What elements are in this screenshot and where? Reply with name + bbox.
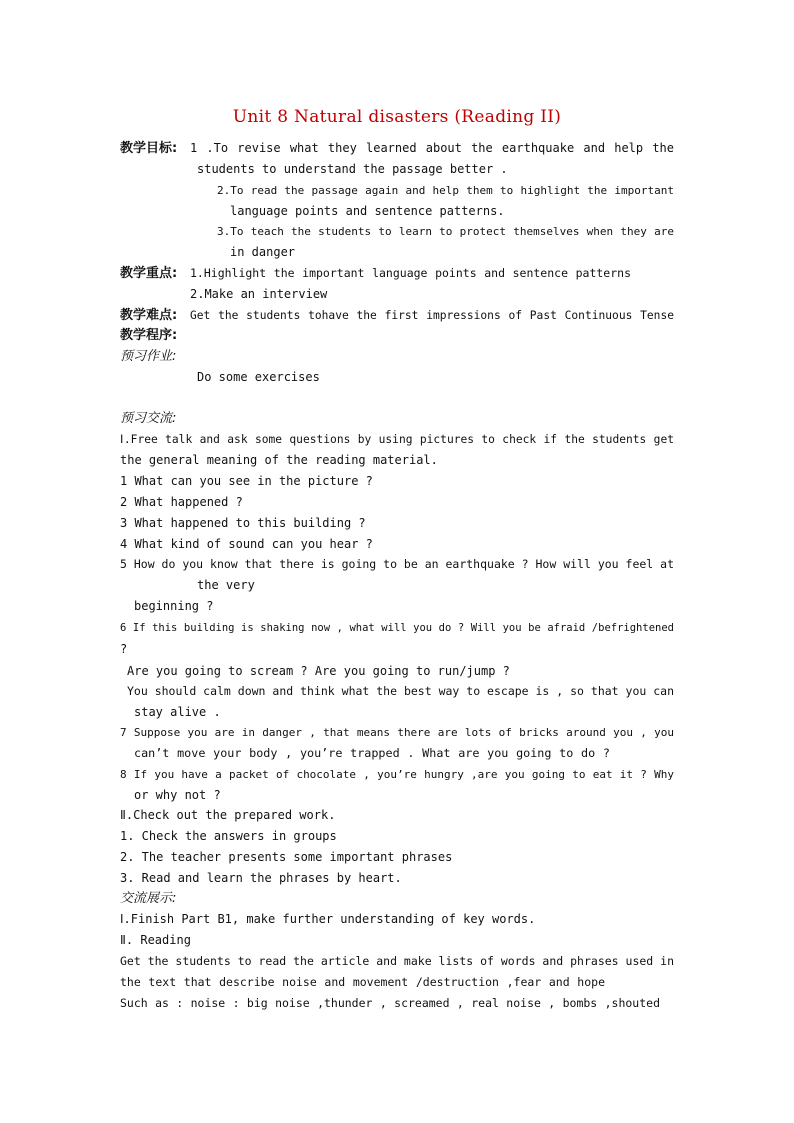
exchange-line: Are you going to scream ? Are you going to run/jump ? — [127, 664, 510, 678]
objective-line: language points and sentence patterns. — [230, 204, 505, 218]
exchange-line: can’t move your body , you’re trapped . What are you going to do ? — [134, 746, 610, 760]
key-points-label: 教学重点: — [120, 266, 178, 281]
exchange-line: beginning ? — [134, 599, 214, 613]
exchange-line: Ⅱ.Check out the prepared work. — [120, 808, 336, 822]
exchange-line: Ⅰ.Free talk and ask some questions by using pictures to check if the students get — [120, 433, 674, 446]
exchange-line: ? — [120, 642, 128, 656]
display-line: Ⅱ. Reading — [120, 933, 191, 947]
display-line: Such as : noise : big noise ,thunder , screamed , real noise , bombs ,shouted — [120, 996, 660, 1010]
exchange-heading: 预习交流: — [120, 411, 177, 426]
key-point-line: 1.Highlight the important language points and sentence patterns — [190, 266, 631, 280]
exchange-line: 1. Check the answers in groups — [120, 829, 337, 843]
exchange-line: 6 If this building is shaking now , what will you do ? Will you be afraid /befrightened — [120, 622, 674, 634]
exchange-line: stay alive . — [134, 705, 221, 719]
exchange-line: or why not ? — [134, 788, 221, 802]
exchange-line: 8 If you have a packet of chocolate , you’re hungry ,are you going to eat it ? Why — [120, 768, 674, 781]
objective-line: 3.To teach the students to learn to protect themselves when they are — [217, 225, 674, 238]
exchange-line: the general meaning of the reading material. — [120, 453, 438, 467]
exchange-line: 3. Read and learn the phrases by heart. — [120, 871, 402, 885]
display-line: Get the students to read the article and make lists of words and phrases used in — [120, 954, 674, 968]
objective-line: in danger — [230, 245, 296, 259]
exchange-line: You should calm down and think what the best way to escape is , so that you can — [127, 684, 674, 698]
exchange-line: 3 What happened to this building ? — [120, 516, 366, 530]
exchange-line: 1 What can you see in the picture ? — [120, 474, 373, 488]
preview-heading: 预习作业: — [120, 349, 177, 364]
exchange-line: 2. The teacher presents some important phrases — [120, 850, 453, 864]
key-point-line: 2.Make an interview — [190, 287, 328, 301]
exchange-line: the very — [197, 578, 255, 592]
difficulties-text: Get the students tohave the first impressions of Past Continuous Tense — [190, 309, 674, 322]
objective-line: 1 .To revise what they learned about the earthquake and help the — [190, 141, 674, 155]
difficulties-label: 教学难点: — [120, 308, 178, 323]
display-line: Ⅰ.Finish Part B1, make further understanding of key words. — [120, 912, 536, 926]
objective-line: students to understand the passage better . — [197, 162, 508, 176]
exchange-line: 5 How do you know that there is going to be an earthquake ? How will you feel at — [120, 557, 674, 571]
exchange-line: 7 Suppose you are in danger , that means there are lots of bricks around you , you — [120, 726, 674, 739]
procedure-label: 教学程序: — [120, 328, 178, 343]
objectives-label: 教学目标: — [120, 141, 178, 156]
preview-text: Do some exercises — [197, 370, 320, 384]
objective-line: 2.To read the passage again and help them to highlight the important — [217, 184, 674, 197]
exchange-line: 4 What kind of sound can you hear ? — [120, 537, 373, 551]
exchange-line: 2 What happened ? — [120, 495, 243, 509]
display-heading: 交流展示: — [120, 891, 177, 906]
display-line: the text that describe noise and movement /destruction ,fear and hope — [120, 975, 605, 989]
document-title: Unit 8 Natural disasters (Reading II) — [232, 107, 562, 127]
